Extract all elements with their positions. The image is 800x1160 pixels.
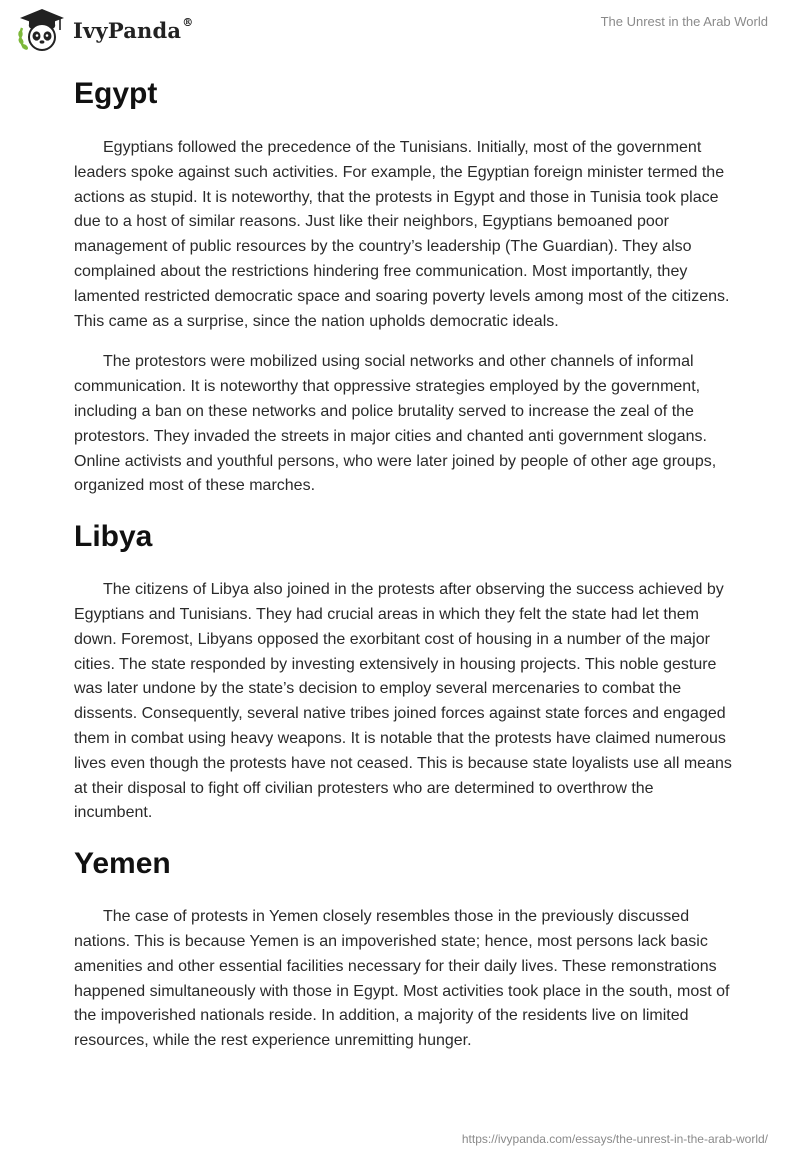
paragraph: The case of protests in Yemen closely resembles those in the previously discussed nations. This is because Yemen is an impoverished state; hence, most persons lack basic amenities and other essential facilities necessary for their daily lives. These remonstrations happened simultaneously with those in Egypt. Most activities took place in the south, most of the impoverished nationals reside. In addition, a majority of the residents live on limited resources, while the rest experience unremitting hunger.: [74, 908, 730, 1050]
essay-content: [74, 68, 734, 1054]
section-heading: Yemen: [74, 847, 171, 881]
panda-graduate-icon: [16, 8, 68, 52]
section-yemen: [74, 842, 734, 1054]
brand-name: IvyPanda®: [73, 15, 194, 43]
section-libya: [74, 515, 734, 826]
section-heading: Libya: [74, 520, 153, 554]
page-header: [0, 0, 800, 60]
paragraph: The citizens of Libya also joined in the protests after observing the success achieved by Egyptians and Tunisians. They had crucial areas in which they felt the state had let them down. Foremost, Libyans opposed the exorbitant cost of housing in a number of the major cities. The state responded by investing extensively in housing projects. This noble gesture was later undone by the state’s decision to employ several mercenaries to combat the dissents. Consequently, several native tribes joined forces against state forces and engaged them in combat using heavy weapons. It is notable that the protests have claimed numerous lives even though the protests have not ceased. This is because state loyalists use all means at their disposal to fight off civilian protesters who are determined to overthrow the incumbent.: [74, 581, 732, 822]
ivypanda-logo[interactable]: [16, 8, 193, 52]
paragraph: Egyptians followed the precedence of the Tunisians. Initially, most of the government leaders spoke against such activities. For example, the Egyptian foreign minister termed the actions as stupid. It is noteworthy, that the protests in Egypt and those in Tunisia took place due to a host of similar reasons. Just like their neighbors, Egyptians bemoaned poor management of public resources by the country’s leadership (The Guardian). They also complained about the restrictions hindering free communication. Most importantly, they lamented restricted democratic space and soaring poverty levels among most of the citizens. This came as a surprise, since the nation upholds democratic ideals.: [74, 139, 730, 330]
paragraph: The protestors were mobilized using social networks and other channels of informal communication. It is noteworthy that oppressive strategies employed by the government, including a ban on these networks and police brutality served to increase the zeal of the protestors. They invaded the streets in major cities and chanted anti government slogans. Online activists and youthful persons, who were later joined by people of other age groups, organized most of these marches.: [74, 353, 717, 495]
section-egypt: [74, 72, 734, 499]
document-title: The Unrest in the Arab World: [600, 14, 768, 29]
source-url-link[interactable]: https://ivypanda.com/essays/the-unrest-in-the-arab-world/: [461, 1132, 768, 1146]
section-heading: Egypt: [74, 77, 158, 110]
